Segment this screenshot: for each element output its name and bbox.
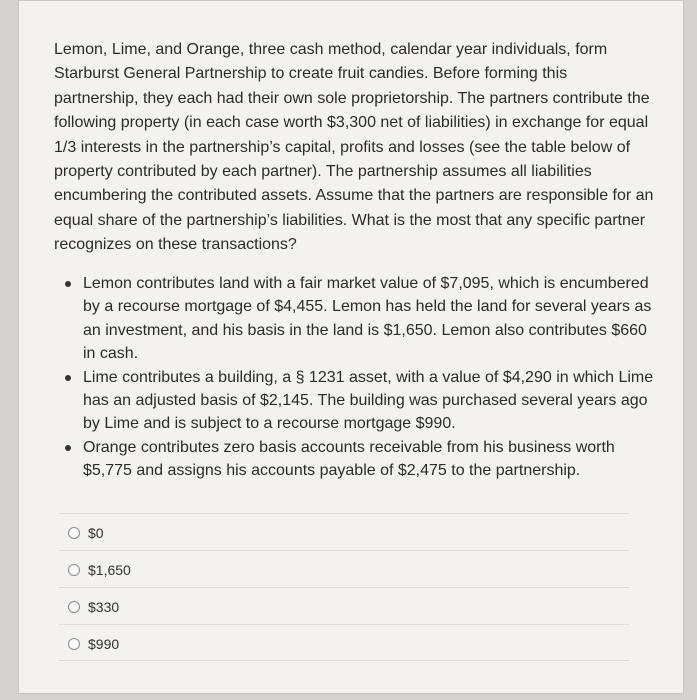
list-item xyxy=(54,436,654,483)
answer-option-label[interactable]: $1,650 xyxy=(88,562,131,578)
bullet-text-orange: Orange contributes zero basis accounts receivable from his business worth $5,775 and assigns his accounts payable of $2,475 to the partnership. xyxy=(83,438,615,480)
radio-button-icon[interactable] xyxy=(68,638,80,650)
answer-option-label[interactable]: $0 xyxy=(88,525,104,541)
question-text: Lemon, Lime, and Orange, three cash method, calendar year individuals, form Starburst General Partnership to create fruit candies. Before forming this partnership, they each had their own sole proprietorship. The partners contribute the following property (in each case worth $3,300 net of liabilities) in exchange for equal 1/3 interests in the partnership’s capital, profits and losses (see the table below of property contributed by each partner). The partnership assumes all liabilities encumbering the contributed assets. Assume that the partners are responsible for an equal share of the partnership’s liabilities. What is the most that any specific partner recognizes on these transactions? xyxy=(54,41,654,254)
list-item xyxy=(54,272,654,366)
radio-button-icon[interactable] xyxy=(68,564,80,576)
answer-option-2[interactable] xyxy=(59,587,629,624)
answer-option-label[interactable]: $990 xyxy=(88,636,120,652)
answer-option-label[interactable]: $330 xyxy=(88,599,120,615)
question-card xyxy=(18,0,684,694)
bullet-dot-icon xyxy=(65,281,71,287)
answer-option-1[interactable] xyxy=(59,550,629,587)
answer-option-3[interactable] xyxy=(59,624,629,661)
bullet-text-lime: Lime contributes a building, a § 1231 asset, with a value of $4,290 in which Lime has an adjusted basis of $2,145. The building was purchased several years ago by Lime and is subject to a recourse mortgage $990. xyxy=(83,368,654,433)
contribution-list xyxy=(54,272,654,483)
bullet-dot-icon xyxy=(65,445,71,451)
answer-options xyxy=(59,513,629,661)
bullet-dot-icon xyxy=(65,375,71,381)
bullet-text-lemon: Lemon contributes land with a fair market value of $7,095, which is encumbered by a recourse mortgage of $4,455. Lemon has held the land for several years as an investment, and his basis in the land is $1,650. Lemon also contributes $660 in cash. xyxy=(83,275,652,363)
radio-button-icon[interactable] xyxy=(68,601,80,613)
radio-button-icon[interactable] xyxy=(68,527,80,539)
list-item xyxy=(54,366,654,436)
answer-option-0[interactable] xyxy=(59,513,629,550)
